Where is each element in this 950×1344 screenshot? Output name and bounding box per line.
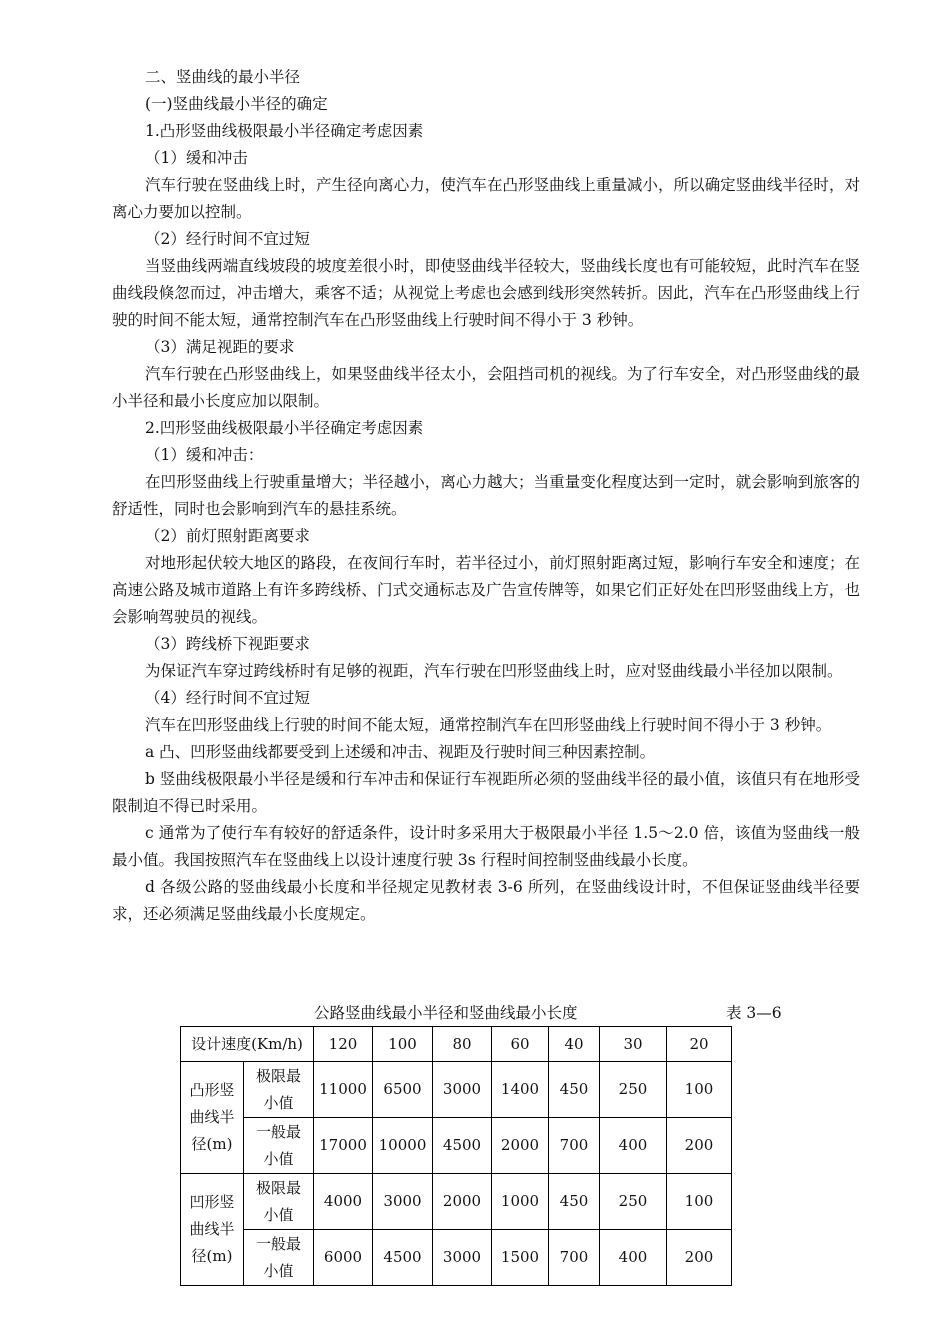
row-label-cell [244,1230,314,1286]
value-cell: 100 [667,1174,732,1230]
table-header-row [181,1027,732,1062]
value-cell: 4000 [314,1174,373,1230]
value-cell: 100 [667,1062,732,1118]
value-cell: 400 [600,1118,667,1174]
value-cell: 450 [549,1174,600,1230]
row-label-cell [244,1118,314,1174]
heading-line: 二、竖曲线的最小半径 [145,68,301,86]
heading-line: （1）缓和冲击 [145,149,248,167]
paragraph: b 竖曲线极限最小半径是缓和行车冲击和保证行车视距所必须的竖曲线半径的最小值，该值只有在地形受限制迫不得已时采用。 [112,770,860,815]
limit-label: 极限最小值 [255,1178,301,1224]
value-cell: 6000 [314,1230,373,1286]
convex-label-cell [181,1062,244,1174]
heading-line: 1.凸形竖曲线极限最小半径确定考虑因素 [145,122,424,140]
value-cell: 1400 [492,1062,549,1118]
paragraph: a 凸、凹形竖曲线都要受到上述缓和冲击、视距及行驶时间三种因素控制。 [145,743,656,761]
value-cell: 11000 [314,1062,373,1118]
table-caption-row [112,1000,860,1027]
paragraph: d 各级公路的竖曲线最小长度和半径规定见教材表 3-6 所列，在竖曲线设计时，不但保证竖曲线半径要求，还必须满足竖曲线最小长度规定。 [112,878,860,923]
value-cell: 450 [549,1062,600,1118]
value-cell: 4500 [373,1230,433,1286]
vertical-curve-table [180,1026,732,1286]
value-cell: 2000 [492,1118,549,1174]
value-cell: 17000 [314,1118,373,1174]
concave-label: 凹形竖曲线半径(m) [189,1193,235,1265]
value-cell: 6500 [373,1062,433,1118]
value-cell: 3000 [433,1230,492,1286]
heading-line: （3）满足视距的要求 [145,338,295,356]
value-cell: 3000 [373,1174,433,1230]
speed-cell: 80 [433,1027,492,1062]
row-label-cell [244,1062,314,1118]
limit-label: 极限最小值 [255,1066,301,1112]
concave-label-cell [181,1174,244,1286]
value-cell: 250 [600,1174,667,1230]
value-cell: 3000 [433,1062,492,1118]
value-cell: 4500 [433,1118,492,1174]
speed-header: 设计速度(Km/h) [181,1027,314,1062]
general-label: 一般最小值 [255,1122,301,1168]
document-body [112,64,860,928]
table-caption: 公路竖曲线最小半径和竖曲线最小长度 [314,1004,578,1022]
paragraph: c 通常为了使行车有较好的舒适条件，设计时多采用大于极限最小半径 1.5～2.0 倍，该值为竖曲线一般最小值。我国按照汽车在竖曲线上以设计速度行驶 3s 行程时间控制竖曲线最小长度。 [112,824,860,869]
heading-line: 2.凹形竖曲线极限最小半径确定考虑因素 [145,419,424,437]
heading-line: （1）缓和冲击： [145,446,264,464]
table-number: 表 3—6 [726,1004,782,1022]
speed-cell: 20 [667,1027,732,1062]
paragraph: 汽车在凹形竖曲线上行驶的时间不能太短，通常控制汽车在凹形竖曲线上行驶时间不得小于 3 秒钟。 [145,716,832,734]
table-row [181,1174,732,1230]
value-cell: 250 [600,1062,667,1118]
value-cell: 1000 [492,1174,549,1230]
speed-cell: 120 [314,1027,373,1062]
heading-line: （4）经行时间不宜过短 [145,689,310,707]
value-cell: 400 [600,1230,667,1286]
paragraph: 汽车行驶在竖曲线上时，产生径向离心力，使汽车在凸形竖曲线上重量减小，所以确定竖曲线半径时，对离心力要加以控制。 [112,176,860,221]
table-row [181,1062,732,1118]
paragraph: 当竖曲线两端直线坡段的坡度差很小时，即使竖曲线半径较大，竖曲线长度也有可能较短，此时汽车在竖曲线段倏忽而过，冲击增大，乘客不适；从视觉上考虑也会感到线形突然转折。因此，汽车在凸形竖曲线上行驶的时间不能太短，通常控制汽车在凸形竖曲线上行驶时间不得小于 3 秒钟。 [112,257,860,329]
speed-cell: 30 [600,1027,667,1062]
heading-line: （3）跨线桥下视距要求 [145,635,310,653]
heading-line: （2）经行时间不宜过短 [145,230,310,248]
row-label-cell [244,1174,314,1230]
value-cell: 200 [667,1230,732,1286]
speed-cell: 40 [549,1027,600,1062]
paragraph: 在凹形竖曲线上行驶重量增大；半径越小，离心力越大；当重量变化程度达到一定时，就会影响到旅客的舒适性，同时也会影响到汽车的悬挂系统。 [112,473,860,518]
speed-cell: 100 [373,1027,433,1062]
speed-cell: 60 [492,1027,549,1062]
general-label: 一般最小值 [255,1234,301,1280]
heading-line: （2）前灯照射距离要求 [145,527,310,545]
paragraph: 汽车行驶在凸形竖曲线上，如果竖曲线半径太小，会阻挡司机的视线。为了行车安全，对凸形竖曲线的最小半径和最小长度应加以限制。 [112,365,860,410]
convex-label: 凸形竖曲线半径(m) [189,1081,235,1153]
value-cell: 1500 [492,1230,549,1286]
value-cell: 10000 [373,1118,433,1174]
table-row [181,1230,732,1286]
heading-line: (一)竖曲线最小半径的确定 [145,95,328,113]
value-cell: 700 [549,1118,600,1174]
paragraph: 为保证汽车穿过跨线桥时有足够的视距，汽车行驶在凹形竖曲线上时，应对竖曲线最小半径加以限制。 [145,662,843,680]
value-cell: 200 [667,1118,732,1174]
paragraph: 对地形起伏较大地区的路段，在夜间行车时，若半径过小，前灯照射距离过短，影响行车安全和速度；在高速公路及城市道路上有许多跨线桥、门式交通标志及广告宣传牌等，如果它们正好处在凹形竖曲线上方，也会影响驾驶员的视线。 [112,554,860,626]
value-cell: 700 [549,1230,600,1286]
table-row [181,1118,732,1174]
value-cell: 2000 [433,1174,492,1230]
